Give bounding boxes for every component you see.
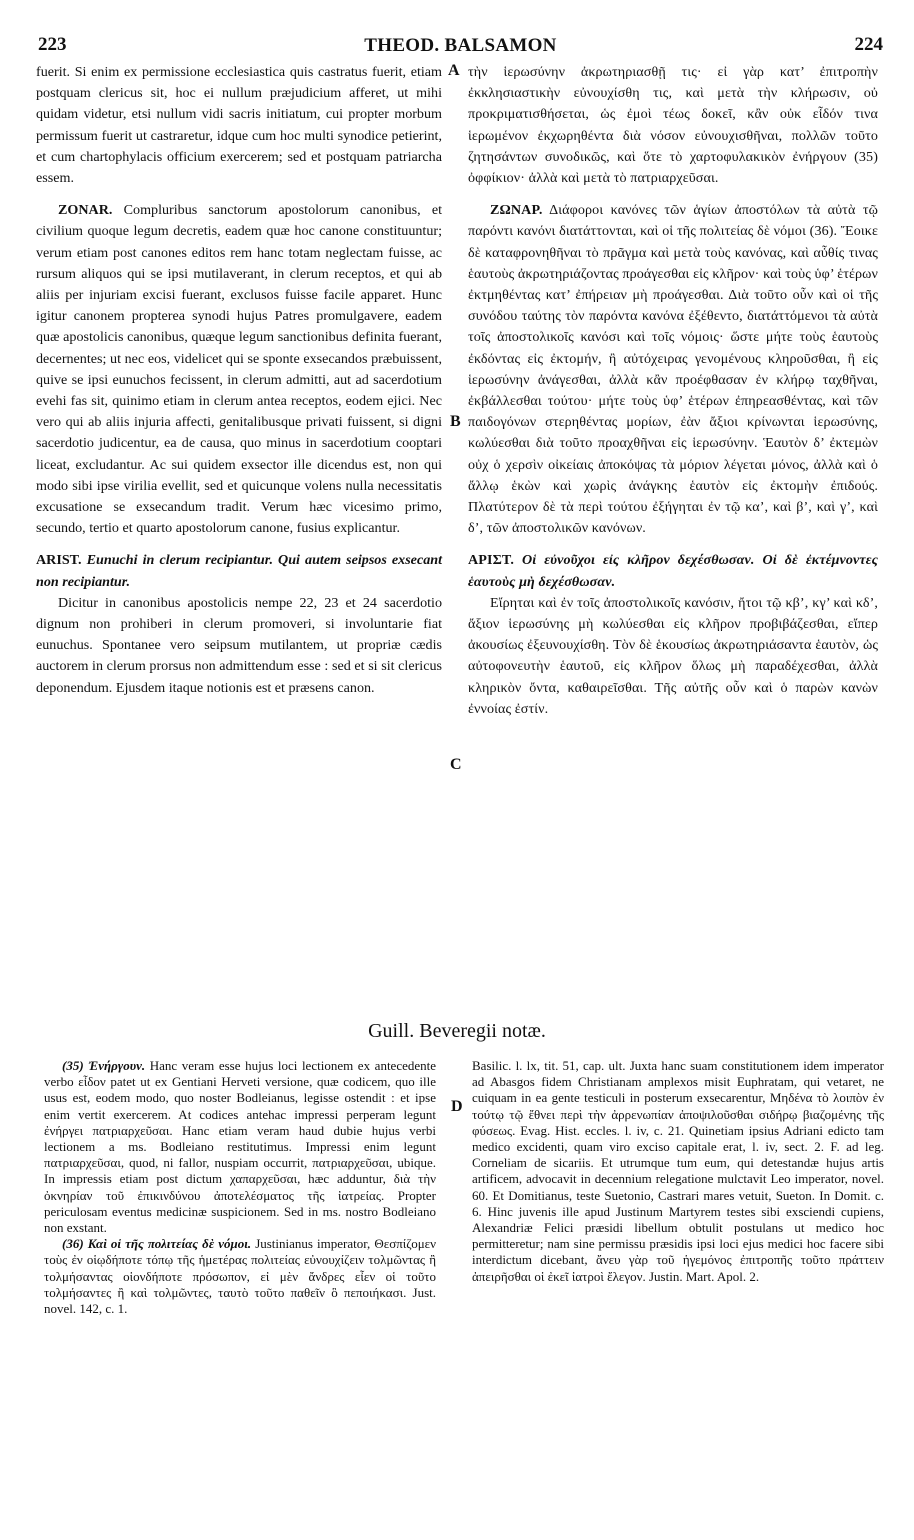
- latin-intro-paragraph: fuerit. Si enim ex permissione ecclesiastica quis castratus fuerit, etiam postquam clericus sit, hoc ei nullum præjudicium afferet, ut mihi quidam videtur, etsi nullum vidi sacris initiatum, cui propter morbum permissum fuerit ut castraretur, idque cum hoc multi synodice petierint, et cum chartophylacis officium exercerem; sed et postquam patriarcha essem.: [36, 64, 442, 187]
- zonar-text-greek: Διάφοροι κανόνες τῶν ἁγίων ἀποστόλων τὰ αὐτὰ τῷ παρόντι κανόνι διατάττονται, καὶ οἱ τῆς πολιτείας δὲ νόμοι (36). Ἔοικε δὲ καταφρονηθῆναι τὸ πρᾶγμα καὶ μετὰ τοὺς κανόνας, καὶ αὖθίς τινας ἑαυτοὺς ἀκρωτηριάζοντας προάγεσθαι εἰς κλῆρον· καὶ τοὺς ὑφ’ ἑτέρων ἐκτμηθέντας κατ’ ἐπήρειαν μὴ προάγεσθαι. Διὰ τοῦτο οὖν καὶ οἱ τῆς συνόδου ταύτης τὸν παρόντα κανόνα ἐξέθεντο, διατάττόμενοι τὰ αὐτὰ τοῖς ἀποστολικοῖς κανόσι καὶ τοῖς νόμοις· ὥστε μήτε τοὺς ἑαυτοὺς ἐκδόντας εἰς ἐκτομήν, ἢ αὐτόχειρας γενομένους κληροῦσθαι, ἢ εἰς ἱερωσύνην ἀνάγεσθαι, ἀλλὰ κἂν προέφθασαν ἐν κλήρῳ ταχθῆναι, ἐκβάλλεσθαι τούτου· μήτε τοὺς ὑφ’ ἑτέρων ἐπηρεασθέντας, καὶ τῶν παιδογόνων στερηθέντας μορίων, ἐὰν ἄξιοι κρίνωνται ἱερωσύνης, κωλύεσθαι διὰ τοῦτο προαχθῆναι εἰς ἱερωσύνην. Ἑαυτὸν δ’ ἐκτεμὼν οὐχ ὁ χερσὶν οἰκείαις ἀποκόψας τὰ μόριον λέγεται μόνος, ἀλλὰ καὶ ὁ ἄλλῳ ἑκὼν καὶ χωρὶς ἀνάγκης ἑαυτὸν εἰς ἐκτομὴν ἐπιδούς. Πλατύτερον δὲ τὰ περὶ τούτου ἐξήγηται ἐν τῷ κα’, καὶ β’, καὶ γ’, καὶ δ’, τῶν ἀποστολικῶν κανόνων.: [468, 202, 878, 537]
- note-35-head: (35) Ἐνήργουν.: [62, 1058, 146, 1073]
- latin-zonaras-paragraph: [36, 200, 442, 539]
- zonar-text: Compluribus sanctorum apostolorum canonibus, et civilium quoque legum decretis, eadem quæ hoc canone constituuntur; verum etiam post canones editos rem hanc totam neglectam fuisse, ac rursum aliquos qui se ipsi mutilaverant, in clerum receptos, et qui ab aliis per injuriam excisi fuerant, exclusos fuisse facile apparet. Hunc igitur canonem propterea synodi hujus Patres promulgavere, eadem quæ apostolicis canonibus, quæque legum sanctionibus definita fuerant, decernentes; ut nec eos, videlicet qui se sponte exsecandos præbuissent, quive se ipsi eunuchos fecissent, in clerum admitti, aut ad sacerdotium evehi fas sit, quinimo etiam in clerum antea receptos, eodem ejici. Nec vero qui ab aliis injuria affecti, genitalibusque privati fuissent, si digni sacerdotio judicentur, ea de causa, quo minus in sacerdotium cooptari liceat, excludantur. Ac sui quidem exsector ille dicendus est, non qui modo sibi ipse virilia evellit, sed et quicunque volens nulla necessitatis excusatione se exsecandum tradit. Verum hæc vicesimo primo, secundo, tertio et quarto apostolorum canone, fusius explicantur.: [36, 202, 442, 537]
- note-35-text: Hanc veram esse hujus loci lectionem ex antecedente verbo εἶδον patet ut ex Gentiani Herveti versione, quæ codicem, quo ille usus est, eodem modo, quo noster Bodleianus, legisse ostendit : et ipse enim vertit exercerem. At codices antehac impressi perperam legunt ἐνήργει πατριαρχεῦσαι. Hanc etiam veram haud dubie hujus verbi lectionem a ms. Bodleiano restitutimus. Impressi enim legunt πατριαρχεῦσαι, quod, ni fallor, nuspiam occurrit, πατριαρχεῦσαι, ubique. In impressis etiam post dictum χαπαρχεῦσαι, hæc adduntur, διὰ τὴν ὀκνηρίαν τοῦ ἐπικινδύνου ἀποτελέσματος τῆς ἰατρείας. Propter periculosam eventus medicinæ suspicionem. Sed in ms. nostro Bodleiano non exstant.: [44, 1058, 437, 1236]
- page-number-left: 223: [38, 34, 67, 55]
- page-number-right: 224: [854, 34, 883, 55]
- note-36-text: Justinianus imperator, Θεσπίζομεν τοὺς ἐν οἱῳδήποτε τόπῳ τῆς ἡμετέρας πολιτείας εὐνουχίζειν τολμῶντας ἢ τολμήσαντας οἱονδήποτε πρόσωπον, εἰ μὲν ἄνδρες εἶεν οἱ τοῦτο τολμήσαντες ἢ καὶ τολμῶντες, ταυτὸ τοῦτο παθεῖν ὃ πεποιήκασι. Just. novel. 142, c. 1.: [44, 1236, 437, 1317]
- latin-aristenus-heading: [36, 550, 442, 592]
- notes-title: Guill. Beveregii notæ.: [368, 1020, 546, 1042]
- notes-left-column: [44, 1058, 436, 1317]
- greek-aristenus-heading: [468, 550, 878, 592]
- arist-title: Eunuchi in clerum recipiantur. Qui autem seipsos exsecant non recipiantur.: [36, 552, 442, 590]
- zonar-label: ZONAR.: [58, 202, 113, 219]
- notes-right-column: [472, 1058, 884, 1285]
- margin-marker-a: A: [448, 62, 460, 79]
- margin-marker-d: D: [451, 1098, 463, 1115]
- greek-intro-paragraph: τὴν ἱερωσύνην ἀκρωτηριασθῇ τις· εἰ γὰρ κατ’ ἐπιτροπὴν ἐκκλησιαστικὴν εὐνουχίσθη τις, καὶ μετὰ τὴν κλήρωσιν, οὐ προκριματισθήσεται, ὡς ἐμοὶ τέως δοκεῖ, κἂν οὐκ εἶδόν τινα ἱερωμένον ἐκχωρηθέντα διὰ νόσον εὐνουχισθῆναι, πολλῶν τοῦτο ζητησάντων συνοδικῶς, καὶ ὅτε τὸ χαρτοφυλακικὸν ἐνήργουν (35) ὀφφίκιον· ἀλλὰ καὶ μετὰ τὸ πατριαρχεῦσαι.: [468, 64, 878, 187]
- note-36-head: (36) Καὶ οἱ τῆς πολιτείας δὲ νόμοι.: [62, 1236, 252, 1252]
- margin-marker-b: B: [450, 413, 461, 430]
- arist-label-greek: ΑΡΙΣΤ.: [468, 552, 514, 569]
- margin-marker-c: C: [450, 756, 462, 773]
- arist-title-greek: Οἱ εὐνοῦχοι εἰς κλῆρον δεχέσθωσαν. Οἱ δὲ ἐκτέμνοντες ἑαυτοὺς μὴ δεχέσθωσαν.: [468, 552, 878, 590]
- latin-aristenus-paragraph: Dicitur in canonibus apostolicis nempe 22, 23 et 24 sacerdotio dignum non prohiberi in clerum promoveri, si involuntarie fiat eunuchus. Spontanee vero seipsum mutilantem, ut propriæ cædis auctorem in clerum prorsus non admittendum esse : sed et si sit clericus deponendum. Ejusdem itaque notionis est et præsens canon.: [36, 594, 442, 696]
- arist-label: ARIST.: [36, 552, 82, 569]
- zonar-label-greek: ΖΩΝΑΡ.: [490, 202, 543, 219]
- running-title: THEOD. BALSAMON: [364, 35, 557, 56]
- note-36-continued: Basilic. l. lx, tit. 51, cap. ult. Juxta hanc suam constitutionem idem imperator ad Abasgos fidem Christianam amplexos misit Euphratam, qui vetaret, ne cuiquam in ea gente testiculi in posterum exsecarentur, Μηδένα τὸ λοιπὸν ἐν τούτῳ τῷ ἔθνει περὶ τὴν ἀρρενωπίαν ἀποψιλοῦσθαι σιδήρῳ βιαζομένης τῆς φύσεως. Evag. Hist. eccles. l. iv, c. 21. Quinetiam ipsius Adriani edicto tam medico excidenti, quam viro exciso capitale erat, l. iv, sect. 2. F. ad leg. Corneliam de sicariis. Et utrumque tum eum, qui detestandæ hujus artis artificem, advocavit in decennium relegatione mulctavit Leo imperator, novel. 60. Et Domitianus, teste Suetonio, Castrari mares vetuit, Sueton. In Domit. c. 6. Hinc juvenis ille apud Justinum Martyrem testes sibi exsciendi cupiens, Alexandriæ Felici præsidi libellum obtulit postulans ut medico hoc permitteretur; nam sine permissu præsidis ipsi loci ejus medici hoc facere sibi interdictum dicebant, ἄνευ γὰρ τοῦ ἡγεμόνος ἐπιτροπῆς τοῦτο πράττειν ἀπειρῆσθαι οἱ ἐκεῖ ἰατροὶ ἔλεγον. Justin. Mart. Apol. 2.: [472, 1058, 884, 1284]
- note-35: [44, 1058, 436, 1236]
- greek-zonaras-paragraph: [468, 200, 878, 539]
- greek-column: [468, 62, 878, 720]
- latin-column: [36, 62, 442, 699]
- running-header: [38, 34, 883, 60]
- note-36: [44, 1236, 436, 1317]
- greek-aristenus-paragraph: Εἴρηται καὶ ἐν τοῖς ἀποστολικοῖς κανόσιν, ἤτοι τῷ κβ’, κγ’ καὶ κδ’, ἄξιον ἱερωσύνης μὴ κωλύεσθαι εἰς κλῆρον προβιβάζεσθαι, εἴπερ ἀκουσίως ἐξευνουχίσθη. Τὸν δὲ ἑκουσίως ἀκρωτηριάσαντα ἑαυτὸν, ὡς αὐτοφονευτὴν ἑαυτοῦ, εἰς κλῆρον ὅλως μὴ παραδέχεσθαι, ἀλλὰ κληρικὸν ὄντα, καθαιρεῖσθαι. Τῆς αὐτῆς οὖν καὶ ὁ παρὼν κανὼν ἐννοίας ἐστίν.: [468, 594, 878, 717]
